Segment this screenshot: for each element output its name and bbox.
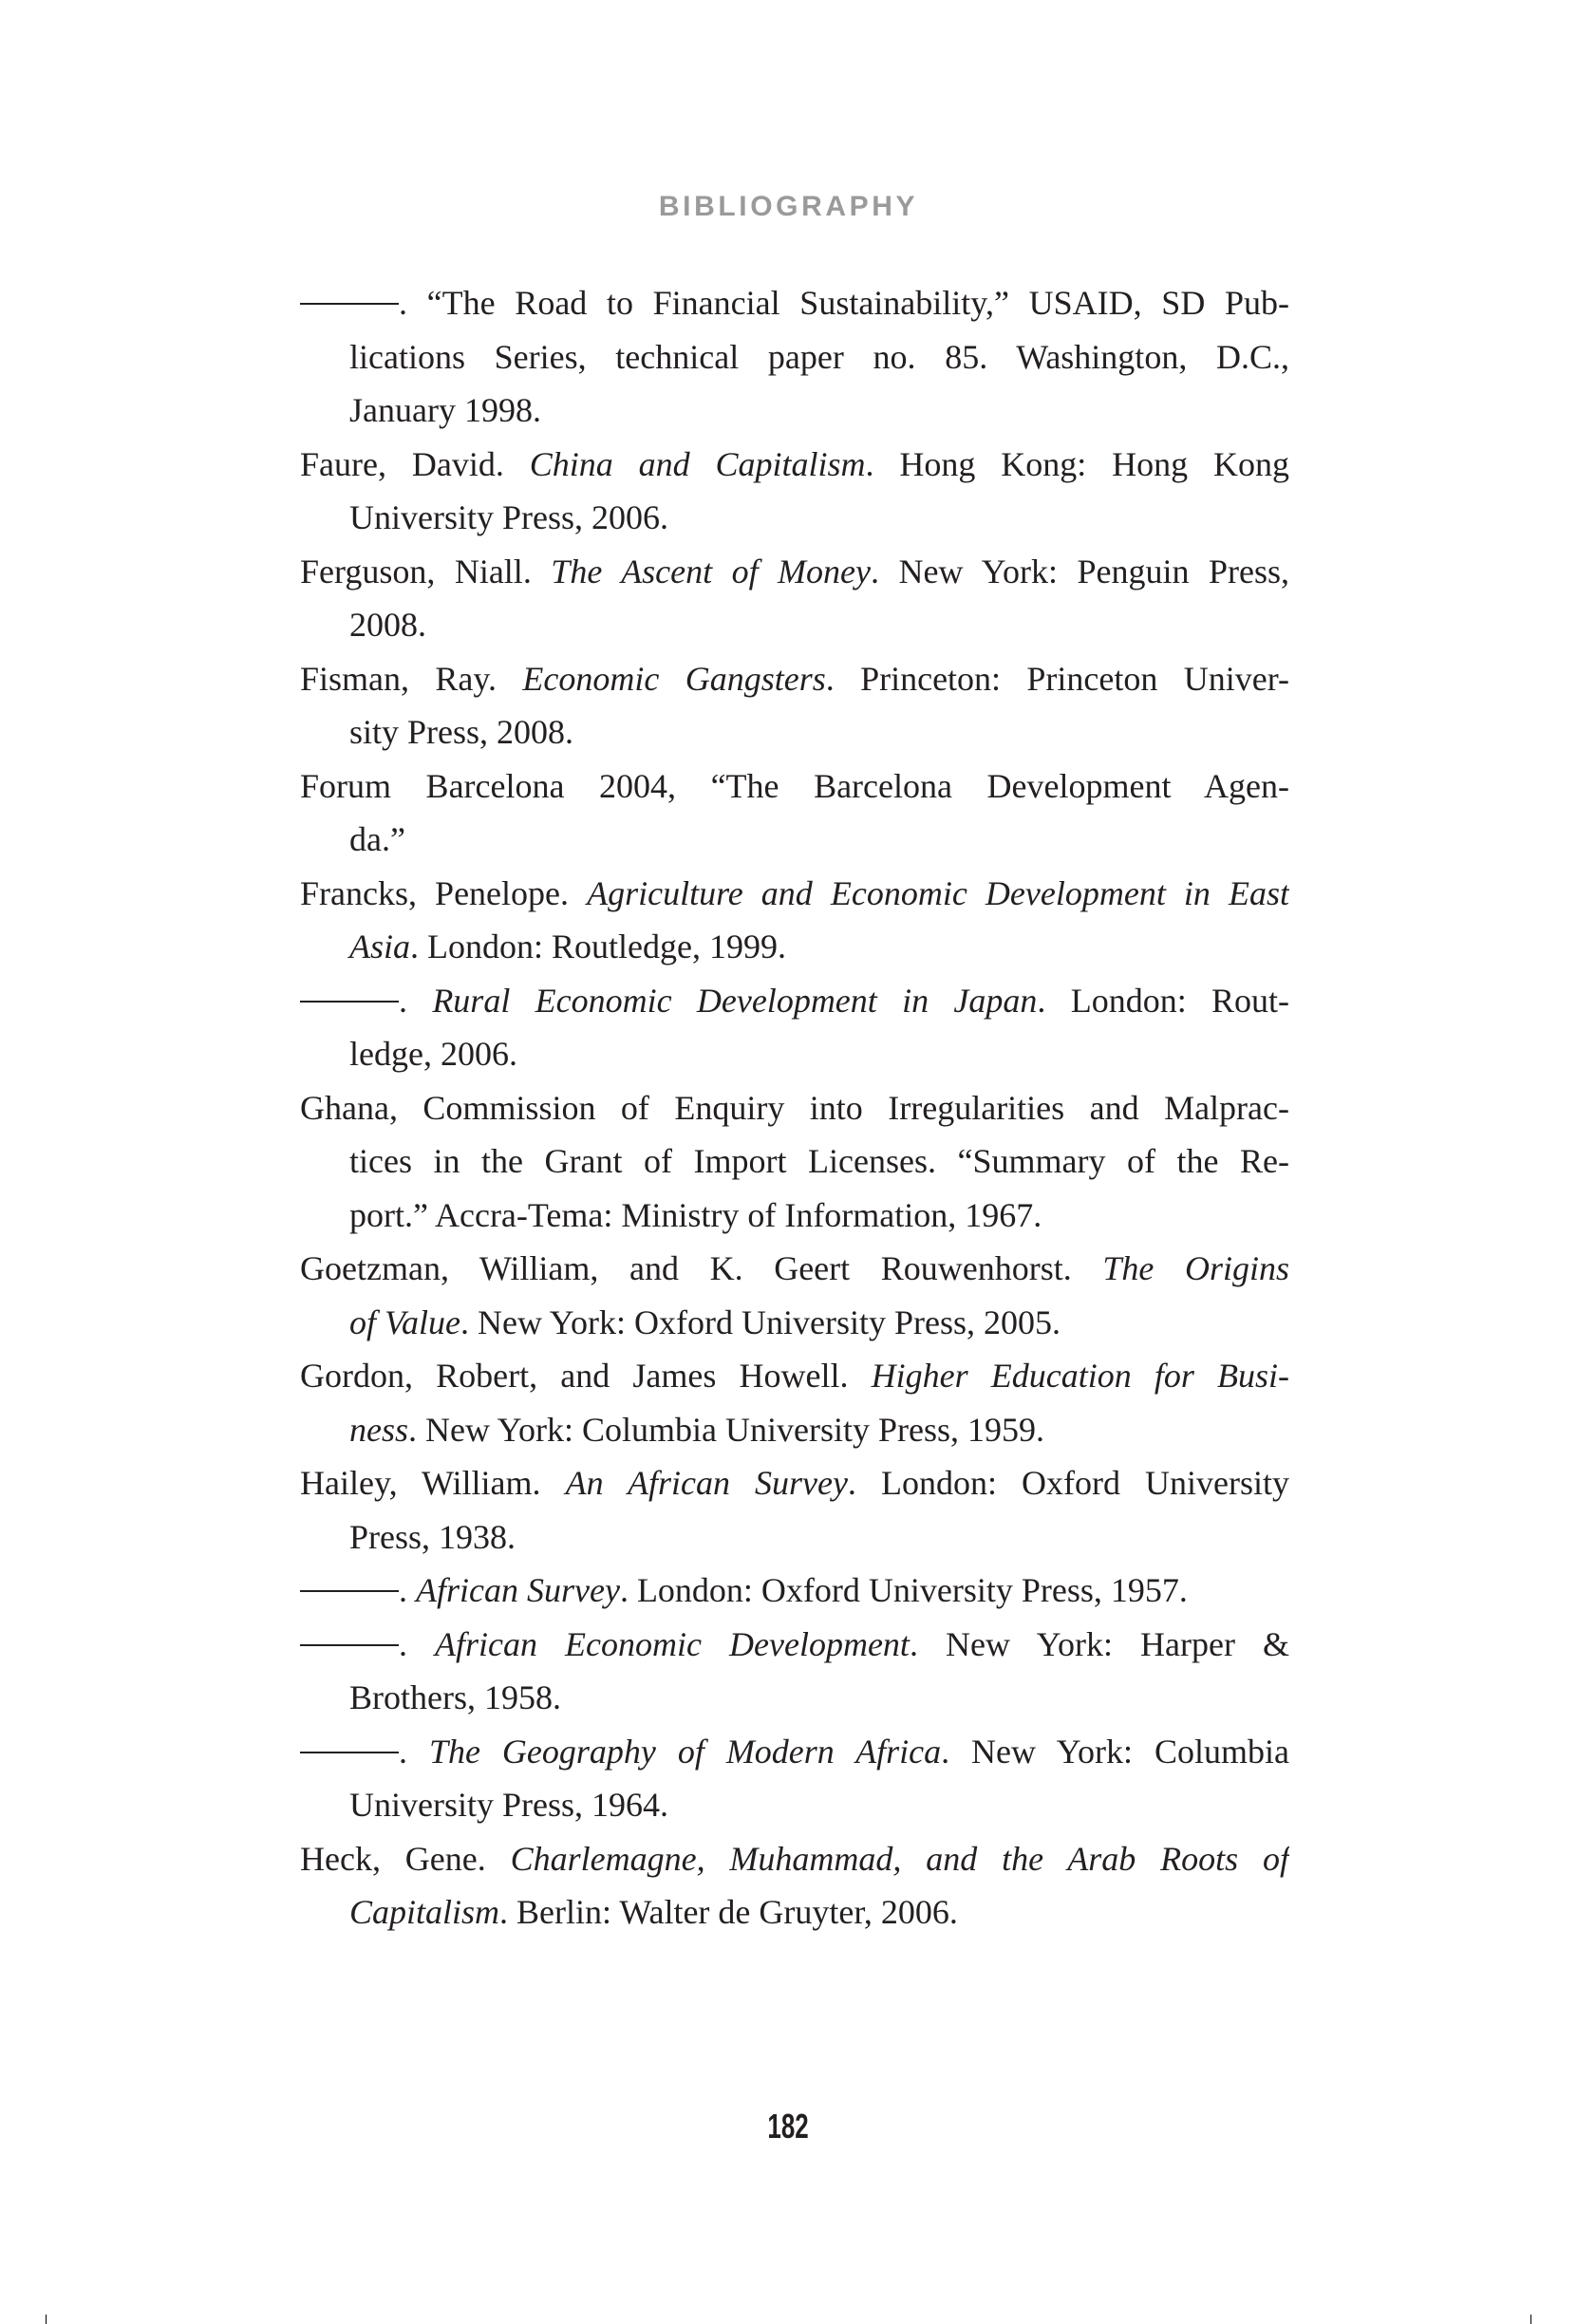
entry-line [300,545,1289,599]
page-number [0,2108,1577,2146]
citation-text: Press, 1938. [349,1517,516,1556]
citation-text: ledge, 2006. [349,1035,517,1073]
entry-line [300,491,1289,545]
repeat-author-dash [300,1752,399,1753]
work-title: Economic Gangsters [522,659,826,698]
entry-line [300,1885,1289,1940]
entry-line [300,1189,1289,1243]
citation-text: tices in the Grant of Import Licenses. “Summary of the Re- [349,1142,1289,1180]
bibliography-entry [300,1456,1289,1564]
bibliography-entry [300,974,1289,1081]
citation-text: . New York: Penguin Press, [871,552,1289,590]
work-title: The Ascent of Money [551,552,872,590]
citation-text: . New York: Columbia University Press, 1959. [408,1410,1045,1449]
work-title: The Geography of Modern Africa [428,1732,942,1771]
citation-text: . “The Road to Financial Sustainability,” USAID, SD Pub- [399,284,1289,322]
citation-text: Brothers, 1958. [349,1678,561,1716]
bibliography-entry [300,759,1289,867]
citation-text: Gordon, Robert, and James Howell. [300,1357,872,1395]
entry-line [300,974,1289,1028]
bibliography-entry [300,1081,1289,1243]
entry-line [300,1403,1289,1457]
citation-text: Forum Barcelona 2004, “The Barcelona Development Agen- [300,766,1289,805]
citation-text: . New York: Harper & [909,1624,1289,1663]
bibliography-entry [300,438,1289,545]
citation-text: . New York: Columbia [941,1732,1289,1771]
bibliography-entry [300,1618,1289,1725]
citation-text: . [399,1624,436,1663]
bibliography-entry [300,867,1289,974]
work-title: Charlemagne, Muhammad, and the Arab Roots of [510,1839,1289,1878]
citation-text: port.” Accra-Tema: Ministry of Information, 1967. [349,1195,1042,1234]
citation-text: January 1998. [349,391,541,429]
bibliography-entry [300,1725,1289,1832]
citation-text: . [399,1571,416,1609]
bibliography-entry [300,545,1289,652]
citation-text: . London: Routledge, 1999. [410,928,786,965]
page-number-text: 182 [767,2107,810,2146]
bibliography-entry [300,652,1289,759]
work-title: Rural Economic Development in Japan [432,981,1038,1020]
citation-text: Fisman, Ray. [300,659,523,698]
entry-line [300,1725,1289,1779]
entry-line [300,1349,1289,1403]
citation-text: Ferguson, Niall. [300,552,552,590]
bibliography-entry [300,1349,1289,1456]
citation-text: Ghana, Commission of Enquiry into Irregularities and Malprac- [300,1088,1289,1127]
entry-line [300,276,1289,330]
work-title: of Value [349,1303,460,1341]
entry-line [300,920,1289,974]
entry-line [300,1564,1289,1618]
citation-text: . New York: Oxford University Press, 2005. [460,1303,1061,1341]
citation-text: Faure, David. [300,444,530,483]
bibliography-entry [300,1242,1289,1349]
citation-text: Francks, Penelope. [300,873,588,912]
citation-text: 2008. [349,606,426,644]
citation-text: Heck, Gene. [300,1839,511,1878]
work-title: China and Capitalism [529,444,866,483]
repeat-author-dash [300,1644,399,1646]
entry-line [300,1081,1289,1135]
bibliography-list [300,276,1289,1940]
entry-line [300,867,1289,921]
work-title: The Origins [1102,1249,1289,1287]
citation-text: lications Series, technical paper no. 85. Washington, D.C., [349,337,1289,376]
work-title: African Economic Development [435,1624,910,1663]
entry-line [300,1832,1289,1886]
entry-line [300,1778,1289,1832]
entry-line [300,1456,1289,1510]
entry-line [300,1510,1289,1565]
citation-text: . London: Oxford University [847,1464,1289,1502]
repeat-author-dash [300,1001,399,1003]
citation-text: University Press, 1964. [349,1786,668,1824]
work-title: Higher Education for Busi- [871,1357,1289,1395]
entry-line [300,1671,1289,1725]
repeat-author-dash [300,1590,399,1592]
entry-line [300,438,1289,492]
work-title: African Survey [416,1571,620,1609]
citation-text: Goetzman, William, and K. Geert Rouwenhorst. [300,1249,1103,1287]
entry-line [300,384,1289,438]
work-title: ness [349,1410,408,1449]
bibliography-entry [300,276,1289,438]
citation-text: sity Press, 2008. [349,713,574,751]
entry-line [300,705,1289,759]
entry-line [300,759,1289,814]
citation-text: . Princeton: Princeton Univer- [825,659,1289,698]
entry-line [300,652,1289,706]
crop-mark-right [1530,2315,1531,2324]
citation-text: . Hong Kong: Hong Kong [865,444,1289,483]
running-head: BIBLIOGRAPHY [658,191,919,222]
citation-text: . London: Rout- [1037,981,1289,1020]
citation-text: . London: Oxford University Press, 1957. [619,1571,1188,1609]
work-title: An African Survey [565,1464,848,1502]
bibliography-entry [300,1832,1289,1940]
repeat-author-dash [300,303,399,305]
entry-line [300,1134,1289,1189]
entry-line [300,1296,1289,1350]
citation-text: da.” [349,820,405,858]
work-title: Asia [349,928,411,965]
entry-line [300,598,1289,652]
bibliography-entry [300,1564,1289,1618]
crop-mark-left [46,2315,47,2324]
citation-text: . [399,1732,429,1771]
entry-line [300,330,1289,384]
entry-line [300,813,1289,867]
entry-line [300,1618,1289,1672]
citation-text: . Berlin: Walter de Gruyter, 2006. [499,1893,958,1931]
work-title: Agriculture and Economic Development in East [587,873,1289,912]
citation-text: University Press, 2006. [349,498,668,536]
citation-text: Hailey, William. [300,1464,566,1502]
citation-text: . [399,981,433,1020]
work-title: Capitalism [349,1893,500,1931]
entry-line [300,1027,1289,1081]
entry-line [300,1242,1289,1296]
